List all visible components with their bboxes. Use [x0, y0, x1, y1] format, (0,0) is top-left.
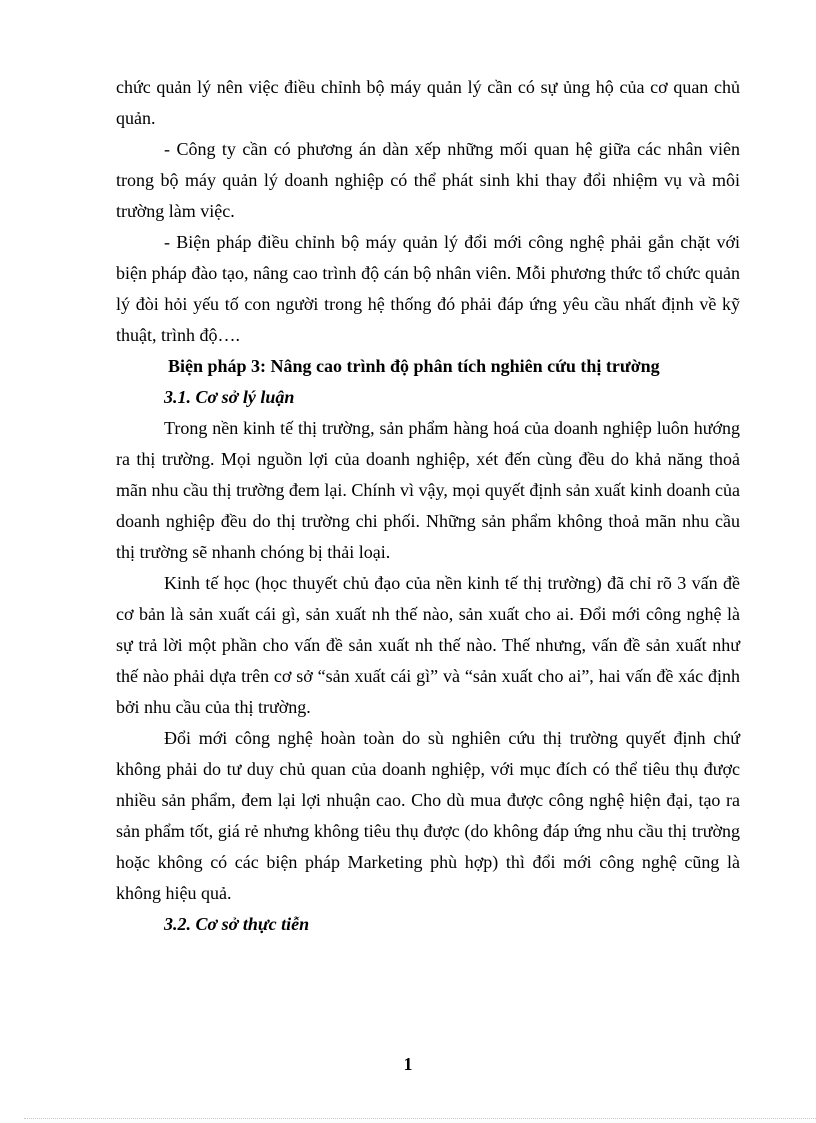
page-bottom-divider	[24, 1118, 816, 1119]
paragraph-market-economy: Trong nền kinh tế thị trường, sản phẩm hàng hoá của doanh nghiệp luôn hướng ra thị trường. Mọi nguồn lợi của doanh nghiệp, xét đến cùng đều do khả năng thoả mãn nhu cầu thị trường đem lại. Chính vì vậy, mọi quyết định sản xuất kinh doanh của doanh nghiệp đều do thị trường chi phối. Những sản phẩm không thoả mãn nhu cầu thị trường sẽ nhanh chóng bị thải loại.	[116, 418, 740, 562]
document-body	[116, 72, 740, 940]
page-number: 1	[403, 1054, 413, 1074]
subsection-heading-practice: 3.2. Cơ sở thực tiễn	[164, 914, 310, 934]
section-heading: Biện pháp 3: Nâng cao trình độ phân tích nghiên cứu thị trường	[168, 356, 660, 376]
paragraph-bullet-training: - Biện pháp điều chỉnh bộ máy quản lý đổi mới công nghệ phải gắn chặt với biện pháp đào tạo, nâng cao trình độ cán bộ nhân viên. Mỗi phương thức tổ chức quản lý đòi hỏi yếu tố con người trong hệ thống đó phải đáp ứng yêu cầu nhất định về kỹ thuật, trình độ….	[116, 232, 740, 345]
paragraph-innovation: Đổi mới công nghệ hoàn toàn do sù nghiên cứu thị trường quyết định chứ không phải do tư duy chủ quan của doanh nghiệp, với mục đích có thể tiêu thụ được nhiều sản phẩm, đem lại lợi nhuận cao. Cho dù mua được công nghệ hiện đại, tạo ra sản phẩm tốt, giá rẻ nhưng không tiêu thụ được (do không đáp ứng nhu cầu thị trường hoặc không có các biện pháp Marketing phù hợp) thì đổi mới công nghệ cũng là không hiệu quả.	[116, 728, 740, 903]
paragraph-bullet-staff-relations: - Công ty cần có phương án dàn xếp những mối quan hệ giữa các nhân viên trong bộ máy quản lý doanh nghiệp có thể phát sinh khi thay đổi nhiệm vụ và môi trường làm việc.	[116, 139, 740, 221]
subsection-heading-theory: 3.1. Cơ sở lý luận	[164, 387, 295, 407]
paragraph-continuation: chức quản lý nên việc điều chỉnh bộ máy quản lý cần có sự ủng hộ của cơ quan chủ quản.	[116, 77, 740, 128]
paragraph-economics: Kinh tế học (học thuyết chủ đạo của nền kinh tế thị trường) đã chỉ rõ 3 vấn đề cơ bản là sản xuất cái gì, sản xuất nh thế nào, sản xuất cho ai. Đổi mới công nghệ là sự trả lời một phần cho vấn đề sản xuất nh thế nào. Thế nhưng, vấn đề sản xuất như thế nào phải dựa trên cơ sở “sản xuất cái gì” và “sản xuất cho ai”, hai vấn đề xác định bởi nhu cầu của thị trường.	[116, 573, 740, 717]
